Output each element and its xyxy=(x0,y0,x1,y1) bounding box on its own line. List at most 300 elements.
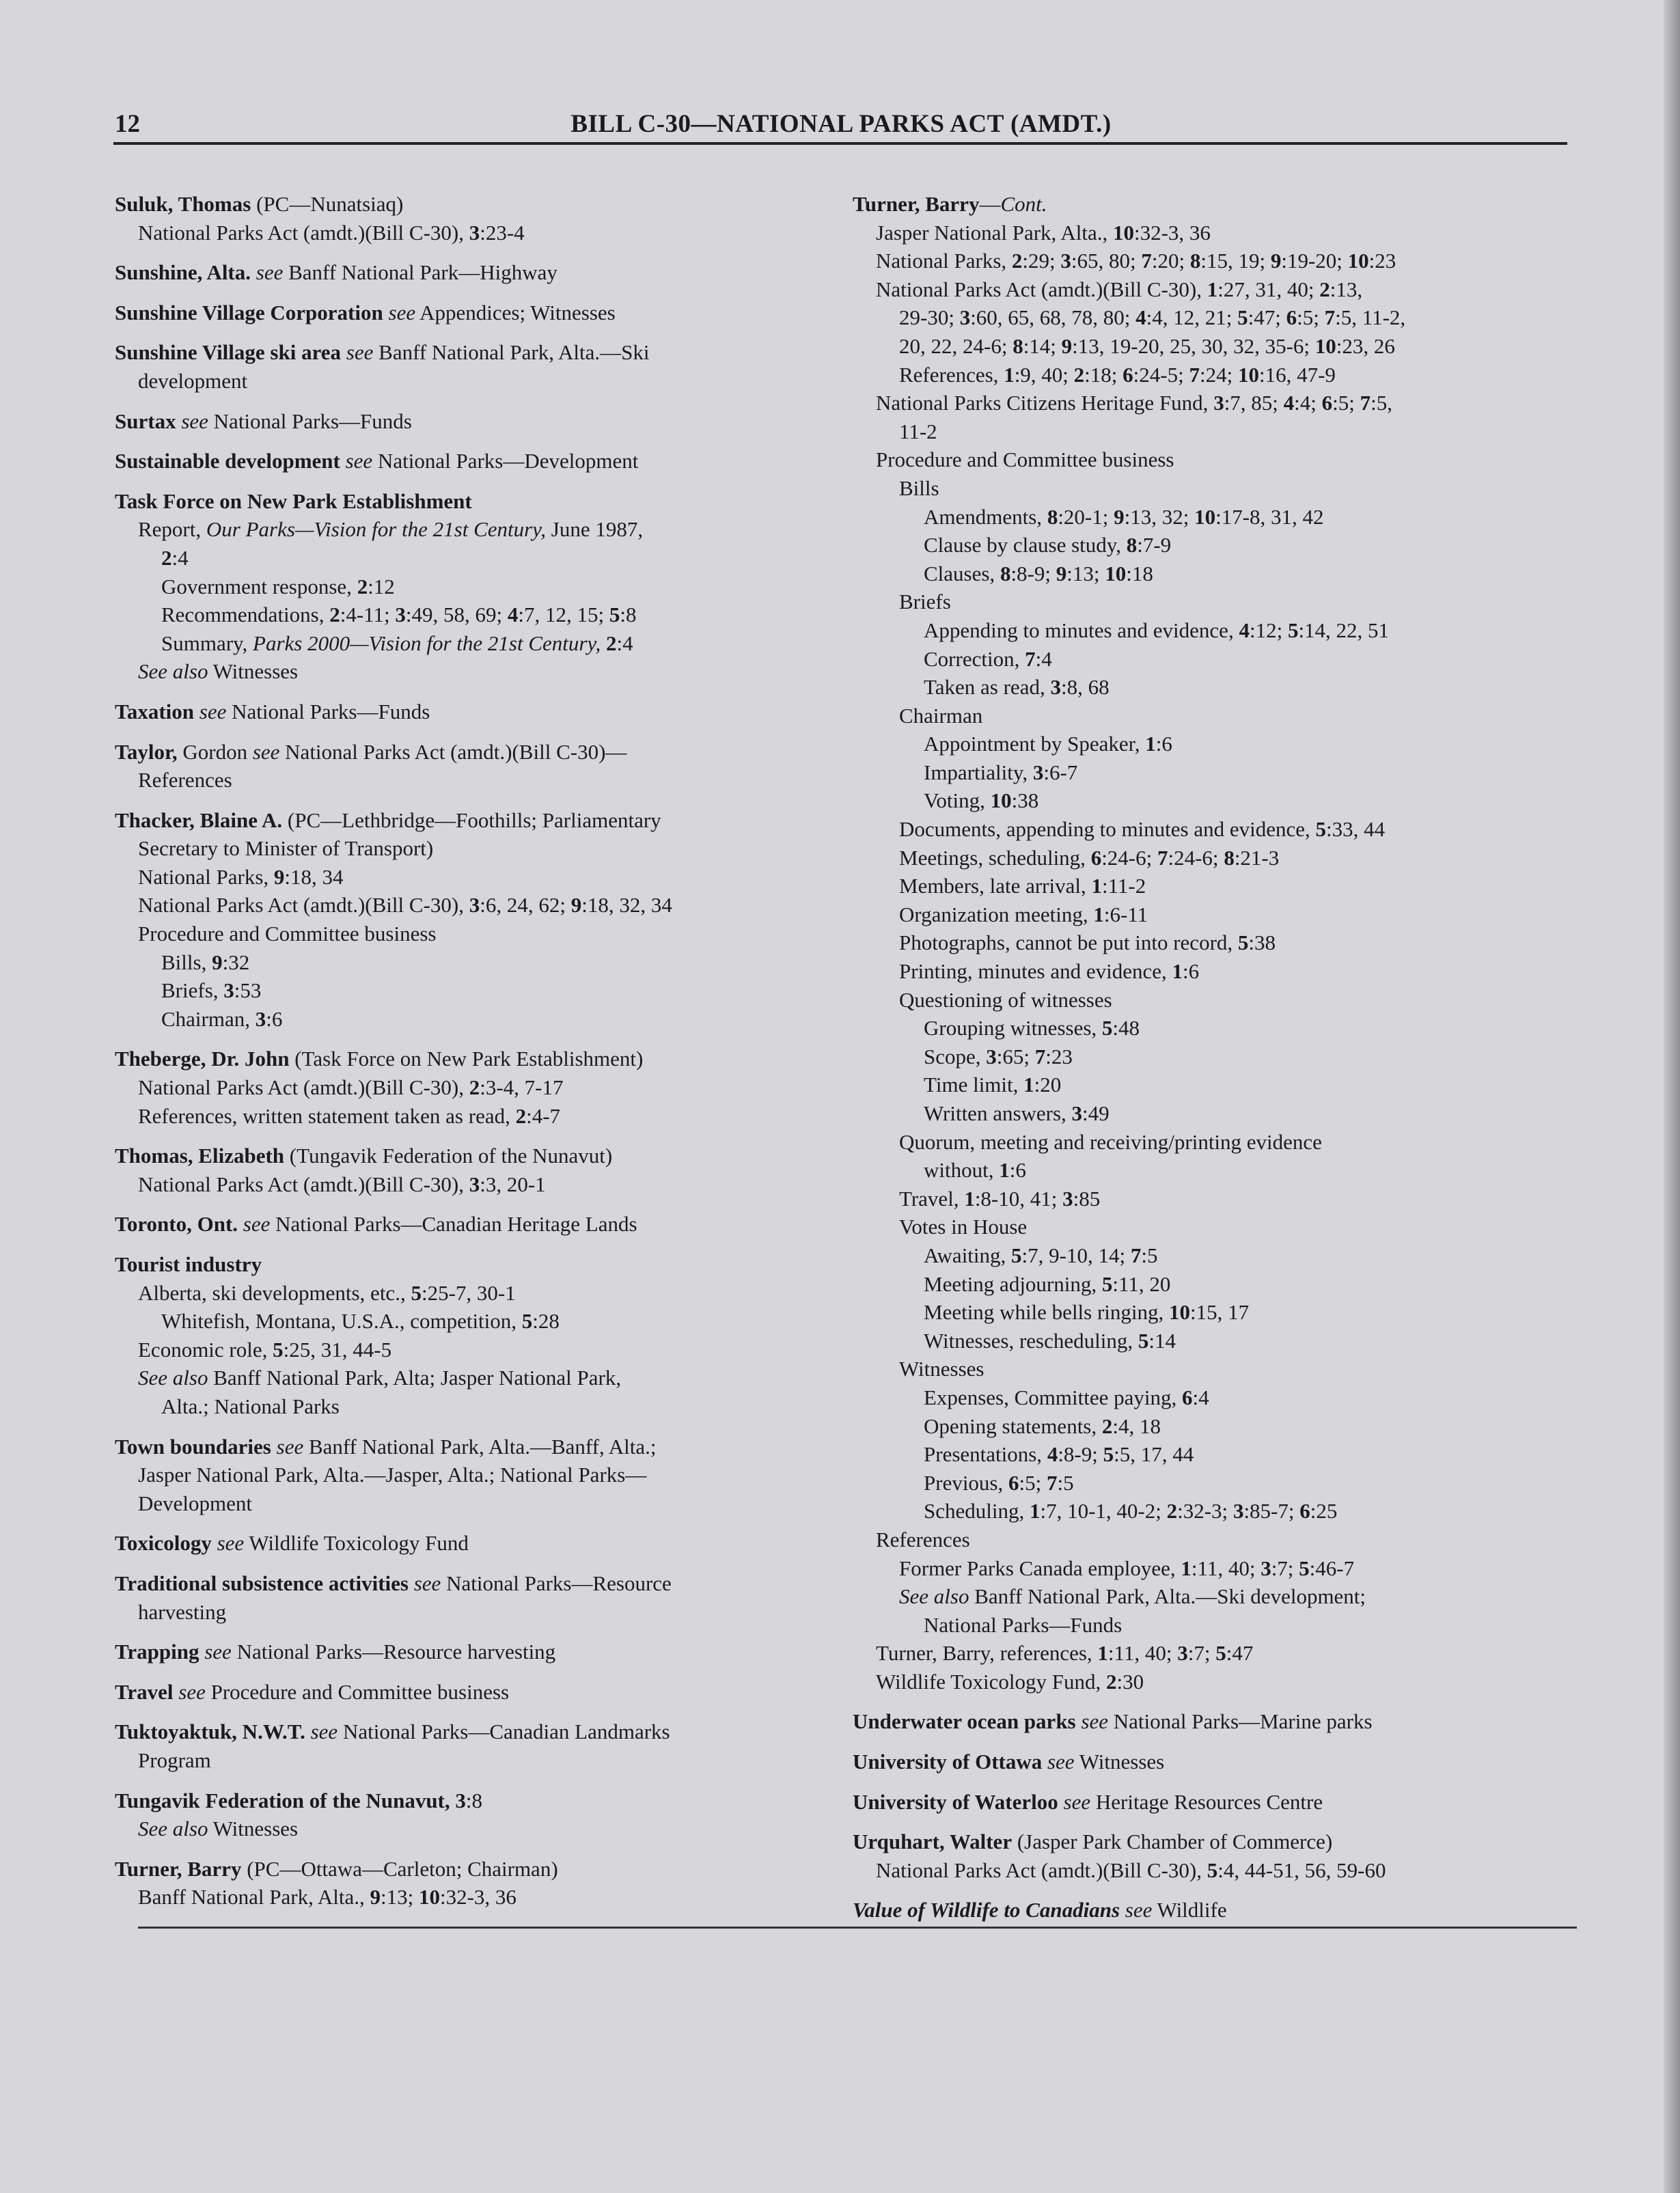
index-subentry xyxy=(853,957,1577,986)
entry-text: 10 xyxy=(1105,561,1127,585)
entry-text: 3 xyxy=(469,1172,480,1196)
entry-text: 3 xyxy=(1032,760,1044,784)
entry-text: :18, 34 xyxy=(284,864,344,889)
entry-text: (Jasper Park Chamber of Commerce) xyxy=(1012,1830,1333,1854)
index-heading xyxy=(115,299,839,327)
index-heading xyxy=(853,1707,1577,1736)
index-subentry xyxy=(853,1156,1577,1185)
entry-text: 2 xyxy=(1101,1413,1113,1438)
page-number: 12 xyxy=(115,110,140,138)
index-subentry xyxy=(115,1746,839,1775)
page-edge-shadow xyxy=(1664,0,1680,2193)
entry-text: 8 xyxy=(1013,333,1023,358)
entry-text: 7 xyxy=(1034,1044,1046,1068)
entry-text: 7 xyxy=(1360,391,1371,415)
entry-text: Task Force on New Park Establishment xyxy=(115,488,472,513)
index-subentry xyxy=(853,1355,1577,1383)
entry-text: :16, 47-9 xyxy=(1258,362,1336,387)
index-subentry xyxy=(853,702,1577,730)
entry-text: :6 xyxy=(266,1006,283,1031)
entry-text: 5 xyxy=(1207,1858,1218,1882)
entry-text: Witnesses xyxy=(208,1817,299,1841)
index-subentry xyxy=(853,445,1577,474)
index-heading xyxy=(115,338,839,367)
entry-text: :5 xyxy=(1057,1470,1074,1495)
entry-text: 6 xyxy=(1181,1385,1193,1409)
index-subentry xyxy=(115,1489,839,1518)
entry-text xyxy=(1058,1790,1064,1814)
index-subentry xyxy=(853,219,1577,247)
entry-text: Procedure and Committee business xyxy=(138,922,437,946)
entry-text: :14 xyxy=(1148,1328,1176,1353)
entry-text: National Parks Act (amdt.)(Bill C-30), xyxy=(138,1172,469,1196)
entry-text: see xyxy=(310,1720,338,1744)
entry-text: see xyxy=(388,300,416,325)
entry-text: :32-3, 36 xyxy=(1133,220,1211,245)
entry-text: 3 xyxy=(1213,391,1224,415)
entry-text: Theberge, Dr. John xyxy=(115,1047,290,1071)
index-heading xyxy=(115,1855,839,1884)
entry-text: see xyxy=(1125,1898,1153,1922)
entry-text xyxy=(383,301,389,325)
index-subentry xyxy=(115,891,839,920)
entry-text: Recommendations, xyxy=(161,603,330,627)
entry-text: see xyxy=(204,1640,232,1664)
entry-text: without, xyxy=(924,1158,1000,1183)
entry-text: :53 xyxy=(234,978,262,1003)
entry-text: Heritage Resources Centre xyxy=(1090,1789,1323,1814)
entry-text: :6-7 xyxy=(1043,760,1078,784)
entry-text: 7 xyxy=(1324,305,1336,330)
index-subentry xyxy=(853,1611,1577,1640)
index-heading xyxy=(115,407,839,436)
entry-text: :3-4, 7-17 xyxy=(480,1075,564,1100)
entry-text: Bills xyxy=(899,475,939,500)
entry-text: Procedure and Committee business xyxy=(876,447,1174,472)
entry-text: Trapping xyxy=(115,1640,199,1664)
entry-text: :5 xyxy=(1141,1243,1158,1267)
entry-text: :24-6; xyxy=(1168,845,1224,870)
entry-text: Opening statements, xyxy=(924,1413,1102,1438)
entry-text: 10 xyxy=(1314,333,1336,358)
entry-text: :13; xyxy=(1066,561,1105,585)
entry-text: Gordon xyxy=(177,739,253,764)
index-subentry xyxy=(115,1102,839,1131)
entry-text: 5 xyxy=(411,1280,422,1305)
entry-text: :4-11; xyxy=(340,603,396,627)
entry-text: Scheduling, xyxy=(924,1499,1030,1523)
entry-text: :8 xyxy=(465,1788,483,1812)
entry-text: National Parks, xyxy=(138,864,274,889)
index-subentry xyxy=(115,766,839,795)
entry-text: Quorum, meeting and receiving/printing evidence xyxy=(899,1129,1322,1154)
entry-text: 11-2 xyxy=(899,419,937,443)
entry-text: Report, xyxy=(138,517,206,542)
entry-text: Travel, xyxy=(899,1186,965,1211)
entry-text: :14; xyxy=(1023,333,1062,358)
entry-text: Presentations, xyxy=(924,1442,1047,1467)
footer-rule xyxy=(138,1927,1577,1929)
entry-text: :27, 31, 40; xyxy=(1217,277,1320,301)
index-heading xyxy=(115,190,839,219)
entry-text: :8-9; xyxy=(1010,561,1056,585)
index-heading xyxy=(115,1433,839,1461)
left-column xyxy=(115,190,839,1912)
entry-text: Grouping witnesses, xyxy=(924,1016,1102,1040)
index-heading xyxy=(115,1250,839,1279)
entry-text: Secretary to Minister of Transport) xyxy=(138,836,434,861)
entry-text: :4, 12, 21; xyxy=(1146,305,1238,330)
entry-text: :65; xyxy=(996,1044,1035,1068)
entry-text: Scope, xyxy=(924,1044,987,1068)
entry-text: See also xyxy=(138,659,208,684)
entry-text: Sunshine, Alta. xyxy=(115,260,251,285)
entry-text: Taylor, xyxy=(115,739,178,764)
entry-text: National Parks—Canadian Landmarks xyxy=(338,1720,670,1744)
entry-text: 9 xyxy=(1061,333,1073,358)
entry-text: Organization meeting, xyxy=(899,902,1094,926)
entry-text: 6 xyxy=(1008,1470,1019,1495)
entry-text: Banff National Park—Highway xyxy=(283,260,557,285)
index-heading xyxy=(853,1788,1577,1817)
entry-text: :4, 44-51, 56, 59-60 xyxy=(1217,1858,1386,1882)
index-subentry xyxy=(853,1582,1577,1611)
index-subentry xyxy=(115,629,839,658)
entry-text: Appending to minutes and evidence, xyxy=(924,618,1239,642)
entry-text: Value of Wildlife to Canadians xyxy=(853,1898,1120,1922)
index-heading xyxy=(115,1210,839,1239)
index-subentry xyxy=(853,503,1577,532)
index-heading xyxy=(115,1142,839,1170)
entry-text: Witnesses xyxy=(899,1357,984,1381)
entry-text: 7 xyxy=(1189,362,1200,387)
entry-text: 2 xyxy=(606,631,617,655)
entry-text: (PC—Ottawa—Carleton; Chairman) xyxy=(241,1856,558,1881)
entry-text: Summary, xyxy=(161,631,253,655)
entry-text: :30 xyxy=(1116,1669,1144,1694)
entry-text: 5 xyxy=(1011,1243,1022,1267)
entry-text: Tourist industry xyxy=(115,1252,262,1276)
entry-text: Impartiality, xyxy=(924,760,1033,784)
entry-text: 3 xyxy=(223,978,234,1003)
entry-text: 10 xyxy=(1112,220,1134,245)
index-subentry xyxy=(853,560,1577,588)
entry-text: :20-1; xyxy=(1058,504,1114,529)
entry-text: 6 xyxy=(1321,391,1333,415)
entry-text xyxy=(251,260,256,284)
entry-text: (Task Force on New Park Establishment) xyxy=(289,1047,644,1071)
entry-text: Appendices; Witnesses xyxy=(415,300,616,325)
entry-text: (PC—Lethbridge—Foothills; Parliamentary xyxy=(282,808,661,832)
entry-text: National Parks—Funds xyxy=(924,1612,1123,1637)
index-subentry xyxy=(853,986,1577,1015)
index-subentry xyxy=(115,1073,839,1102)
entry-text: :5, 11-2, xyxy=(1335,305,1406,330)
index-subentry xyxy=(853,588,1577,616)
entry-text: 5 xyxy=(1315,817,1327,842)
entry-text: see xyxy=(181,409,208,433)
entry-text: 9 xyxy=(1056,561,1067,585)
entry-text: 3 xyxy=(455,1788,466,1812)
index-subentry xyxy=(853,844,1577,872)
index-subentry xyxy=(115,976,839,1005)
index-subentry xyxy=(853,815,1577,844)
entry-text: :7-9 xyxy=(1137,533,1172,557)
entry-text: 9 xyxy=(570,893,582,918)
entry-text: 3 xyxy=(1261,1556,1271,1580)
entry-text: 10 xyxy=(1237,362,1259,387)
entry-text: :25-7, 30-1 xyxy=(421,1280,516,1305)
entry-text: National Parks—Development xyxy=(372,449,639,473)
entry-text: National Parks Act (amdt.)(Bill C-30), xyxy=(138,1075,469,1100)
entry-text: 1 xyxy=(964,1186,975,1211)
entry-text: Underwater ocean parks xyxy=(853,1709,1076,1734)
entry-text: References, xyxy=(899,362,1004,387)
entry-text: 7 xyxy=(1141,249,1152,273)
entry-text: :5; xyxy=(1019,1470,1047,1495)
entry-text: :8-10, 41; xyxy=(974,1186,1063,1211)
entry-text: 3 xyxy=(1062,1186,1073,1211)
entry-text: 3 xyxy=(959,305,971,330)
entry-text: Bills, xyxy=(161,950,212,974)
entry-text: :38 xyxy=(1011,788,1039,813)
entry-text: see xyxy=(345,449,373,473)
entry-text: National Parks, xyxy=(876,249,1012,273)
entry-text: References xyxy=(876,1527,970,1551)
entry-text: :6, 24, 62; xyxy=(480,893,571,918)
entry-text: :33, 44 xyxy=(1326,817,1386,842)
entry-text xyxy=(1120,1898,1125,1922)
index-subentry xyxy=(853,1526,1577,1554)
entry-text: 3 xyxy=(1233,1499,1244,1523)
entry-text: Toxicology xyxy=(115,1531,212,1556)
entry-text: 2 xyxy=(1106,1669,1117,1694)
entry-text: :15, 17 xyxy=(1190,1300,1250,1325)
entry-text: Amendments, xyxy=(924,504,1047,529)
index-heading xyxy=(115,1787,839,1815)
index-subentry xyxy=(115,1598,839,1627)
entry-text: 3 xyxy=(1060,249,1071,273)
entry-text: Printing, minutes and evidence, xyxy=(899,959,1172,984)
entry-text: — xyxy=(979,192,1001,216)
index-subentry xyxy=(853,1270,1577,1299)
entry-text: (PC—Nunatsiaq) xyxy=(251,192,404,216)
entry-text: :5, xyxy=(1371,391,1393,415)
index-subentry xyxy=(853,1554,1577,1583)
entry-text: :15, 19; xyxy=(1200,249,1271,273)
entry-text: Wildlife Toxicology Fund xyxy=(244,1531,469,1556)
entry-text: :6-11 xyxy=(1103,902,1148,926)
entry-text: Briefs, xyxy=(161,978,224,1003)
entry-text: University of Waterloo xyxy=(853,1789,1058,1814)
entry-text: :12 xyxy=(368,574,395,598)
entry-text: :9, 40; xyxy=(1014,362,1074,387)
entry-text: Our Parks—Vision for the 21st Century, xyxy=(206,517,547,542)
entry-text: :4 xyxy=(616,631,633,655)
entry-text: National Parks—Resource harvesting xyxy=(231,1640,556,1664)
index-heading xyxy=(115,806,839,835)
entry-text: :4 xyxy=(1192,1385,1209,1409)
entry-text: :13, xyxy=(1330,277,1363,301)
index-subentry xyxy=(853,1440,1577,1469)
index-subentry xyxy=(853,1071,1577,1099)
entry-text: :24-5; xyxy=(1133,362,1189,387)
entry-text: Banff National Park, Alta.—Ski xyxy=(373,340,650,365)
entry-text: :4-7 xyxy=(526,1103,561,1128)
entry-text: 3 xyxy=(255,1006,266,1031)
entry-text xyxy=(271,1435,277,1459)
entry-text xyxy=(238,1212,243,1236)
entry-text: :20; xyxy=(1151,249,1190,273)
entry-text: Clauses, xyxy=(924,561,1000,585)
entry-text: Surtax xyxy=(115,409,176,433)
entry-text: 10 xyxy=(1347,249,1369,273)
entry-text: Sunshine Village ski area xyxy=(115,340,342,365)
index-subentry xyxy=(115,1307,839,1336)
entry-text: 7 xyxy=(1046,1470,1058,1495)
entry-text: Questioning of witnesses xyxy=(899,987,1112,1012)
entry-text: Turner, Barry, references, xyxy=(876,1641,1098,1666)
index-heading xyxy=(115,1638,839,1666)
entry-text: National Parks—Resource xyxy=(441,1571,672,1595)
index-subentry xyxy=(853,673,1577,702)
index-subentry xyxy=(115,544,839,573)
entry-text: :13, 19-20, 25, 30, 32, 35-6; xyxy=(1072,333,1315,358)
entry-text: Turner, Barry xyxy=(115,1856,242,1881)
entry-text: :19-20; xyxy=(1281,249,1348,273)
index-subentry xyxy=(853,1639,1577,1668)
entry-text: see xyxy=(1063,1789,1091,1814)
entry-text: :6 xyxy=(1182,959,1200,984)
entry-text: 6 xyxy=(1286,305,1297,330)
entry-text: Procedure and Committee business xyxy=(205,1679,510,1704)
index-subentry xyxy=(853,417,1577,446)
entry-text: :23-4 xyxy=(480,220,525,245)
entry-text: 6 xyxy=(1123,362,1133,387)
index-subentry xyxy=(115,863,839,892)
entry-text: Appointment by Speaker, xyxy=(924,732,1146,756)
index-subentry xyxy=(115,1883,839,1912)
entry-text: :46-7 xyxy=(1309,1556,1355,1580)
entry-text: 10 xyxy=(1169,1300,1191,1325)
header-rule xyxy=(113,142,1567,145)
entry-text xyxy=(601,631,606,655)
index-subentry xyxy=(853,275,1577,304)
entry-text: Chairman, xyxy=(161,1006,256,1031)
entry-text: Turner, Barry xyxy=(853,192,980,216)
entry-text: :8, 68 xyxy=(1060,675,1110,700)
entry-text: :7, 10-1, 40-2; xyxy=(1040,1499,1167,1523)
entry-text: 5 xyxy=(1287,618,1299,642)
entry-text xyxy=(340,449,346,473)
entry-text: Taken as read, xyxy=(924,675,1051,700)
entry-text: 1 xyxy=(1093,902,1104,926)
index-subentry xyxy=(115,1005,839,1034)
index-heading xyxy=(853,1748,1577,1776)
entry-text: Voting, xyxy=(924,788,991,813)
entry-text xyxy=(305,1720,311,1743)
index-heading xyxy=(115,1718,839,1746)
entry-text: Development xyxy=(138,1491,253,1515)
index-subentry xyxy=(853,1668,1577,1696)
entry-text: 5 xyxy=(1237,305,1248,330)
index-subentry xyxy=(853,928,1577,957)
entry-text: 2 xyxy=(515,1103,527,1128)
index-subentry xyxy=(115,1170,839,1199)
entry-text xyxy=(409,1571,414,1595)
index-heading xyxy=(115,1529,839,1558)
entry-text: Time limit, xyxy=(924,1073,1024,1097)
entry-text: :5; xyxy=(1297,305,1325,330)
entry-text: Travel xyxy=(115,1679,174,1704)
index-subentry xyxy=(115,601,839,629)
index-heading xyxy=(115,1045,839,1073)
entry-text: 6 xyxy=(1299,1499,1310,1523)
entry-text: see xyxy=(199,699,227,723)
entry-text: Briefs xyxy=(899,590,951,614)
entry-text: Expenses, Committee paying, xyxy=(924,1385,1182,1409)
entry-text: 5 xyxy=(1101,1271,1113,1296)
entry-text: :49, 58, 69; xyxy=(405,603,508,627)
entry-text: :4 xyxy=(1035,646,1052,671)
entry-text: 8 xyxy=(1189,249,1201,273)
entry-text: :3, 20-1 xyxy=(480,1172,546,1196)
entry-text: 10 xyxy=(419,1885,440,1909)
entry-text: :18 xyxy=(1126,561,1153,585)
entry-text: :4; xyxy=(1294,391,1322,415)
entry-text: 8 xyxy=(1000,561,1011,585)
entry-text: :20 xyxy=(1034,1073,1062,1097)
index-subentry xyxy=(115,573,839,601)
entry-text: :29; xyxy=(1022,249,1061,273)
entry-text: National Parks—Canadian Heritage Lands xyxy=(270,1212,637,1237)
entry-text: Cont. xyxy=(1000,192,1047,216)
entry-text: development xyxy=(138,368,248,393)
entry-text: :65, 80; xyxy=(1071,249,1142,273)
index-subentry xyxy=(115,657,839,686)
entry-text: :60, 65, 68, 78, 80; xyxy=(970,305,1136,330)
index-subentry xyxy=(115,219,839,247)
index-subentry xyxy=(853,1014,1577,1043)
index-subentry xyxy=(853,1298,1577,1327)
entry-text: Correction, xyxy=(924,646,1025,671)
entry-text xyxy=(341,340,346,364)
entry-text: 5 xyxy=(1237,930,1249,955)
index-subentry xyxy=(115,1279,839,1308)
index-heading xyxy=(115,1569,839,1598)
entry-text: 8 xyxy=(1224,845,1235,870)
index-subentry xyxy=(853,1383,1577,1412)
index-subentry xyxy=(853,1128,1577,1157)
entry-text: :47; xyxy=(1248,305,1286,330)
running-title: BILL C-30—NATIONAL PARKS ACT (AMDT.) xyxy=(570,110,1112,138)
entry-text: :18; xyxy=(1084,362,1123,387)
entry-text: Banff National Park, Alta; Jasper National Park, xyxy=(208,1366,622,1390)
entry-text: :4, 18 xyxy=(1112,1413,1161,1438)
entry-text: :24; xyxy=(1199,362,1238,387)
index-subentry xyxy=(853,616,1577,645)
entry-text: :32 xyxy=(222,950,250,974)
entry-text: 1 xyxy=(1145,732,1156,756)
index-subentry xyxy=(853,361,1577,389)
entry-text: :7, 85; xyxy=(1224,391,1284,415)
entry-text: See also xyxy=(899,1584,969,1609)
entry-text: See also xyxy=(138,1366,208,1390)
entry-text: :23 xyxy=(1368,249,1396,273)
entry-text: see xyxy=(256,260,284,285)
entry-text: :5, 17, 44 xyxy=(1114,1442,1194,1467)
index-subentry xyxy=(853,1099,1577,1128)
